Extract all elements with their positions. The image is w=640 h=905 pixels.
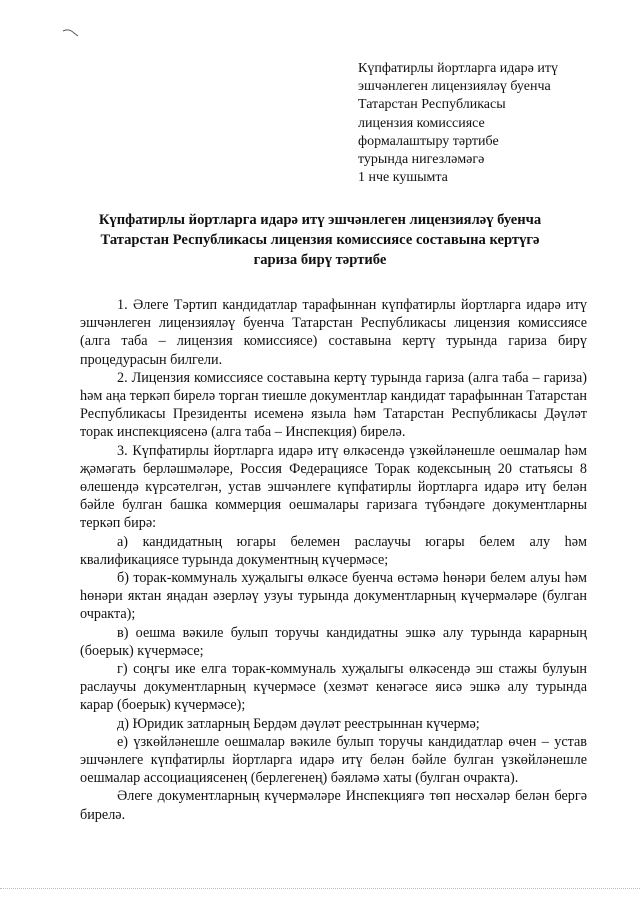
list-item-a: а) кандидатның югары белемен раслаучы югары белем алу һәм квалификациясе турында документның күчермәсе; — [80, 533, 587, 568]
appendix-header — [358, 60, 618, 187]
title-line: Татарстан Республикасы лицензия комиссиясе составына кертүгә — [100, 232, 540, 248]
document-title — [40, 210, 600, 270]
list-item-v: в) оешма вәкиле булып торучы кандидатны эшкә алу турында карарның (боерык) күчермәсе; — [80, 624, 587, 659]
scan-edge-divider — [0, 888, 640, 891]
paragraph-2: 2. Лицензия комиссиясе составына кертү турында гариза (алга таба – гариза) һәм аңа теркәп бирелә торган тиешле документлар кандидат тарафыннан Татарстан Республикасы Президенты исеменә языла һәм Татарстан Республикасы Дәүләт торак инспекциясенә (алга таба – Инспекция) бирелә. — [80, 369, 587, 441]
document-body — [80, 296, 587, 824]
closing-paragraph: Әлеге документларның күчермәләре Инспекциягә төп нөсхәләр белән бергә бирелә. — [80, 788, 587, 823]
appendix-number: 1 нче кушымта — [358, 170, 448, 186]
paragraph-1: 1. Әлеге Тәртип кандидатлар тарафыннан күпфатирлы йортларга идарә итү эшчәнлеген лицензияләү буенча Татарстан Республикасы лицензия комиссиясе (алга таба – лицензия комиссиясе) составына кертү турында гариза бирү процедурасын билгели. — [80, 297, 587, 368]
list-item-d: д) Юридик затларның Бердәм дәүләт реестрыннан күчермә; — [117, 715, 480, 732]
paragraph-3: 3. Күпфатирлы йортларга идарә итү өлкәсендә үзкөйләнешле оешмалар һәм җәмәгать берләшмәләре, Россия Федерациясе Торак кодексының 20 статьясы 8 өлешендә күрсәтелгән, устав эшчәнлеге күпфатирлы йортларга идарә итү белән бәйле булган башка коммерция оешмалары гаризага түбәндәге документларны теркәп бирә: — [80, 442, 587, 532]
list-item-b: б) торак-коммуналь хуҗалыгы өлкәсе буенча өстәмә һөнәри белем алуы һәм һөнәри яктан яңадан әзерләү узуы турында документларның күчермәләре (булган очракта); — [80, 570, 587, 623]
appendix-line: формалаштыру тәртибе — [358, 133, 499, 149]
appendix-line: Күпфатирлы йортларга идарә итү — [358, 61, 558, 76]
title-line: Күпфатирлы йортларга идарә итү эшчәнлеген лицензияләү буенча — [98, 212, 542, 228]
appendix-line: Татарстан Республикасы — [358, 97, 506, 113]
appendix-line: эшчәнлеген лицензияләү буенча — [358, 79, 551, 95]
appendix-line: лицензия комиссиясе — [358, 115, 485, 131]
list-item-g: г) соңгы ике елга торак-коммуналь хуҗалыгы өлкәсендә эш стажы булуын раслаучы документларның күчермәсе (хезмәт кенәгәсе яисә эшкә алу турында карар (боерык) күчермәсе); — [80, 661, 587, 714]
list-item-e: е) үзкөйләнешле оешмалар вәкиле булып торучы кандидатлар өчен – устав эшчәнлеге күпфатирлы йортларга идарә итү белән бәйле булган үзкөйләнешле оешмалар ассоциациясенең (берлегенең) бәяләмә хаты (булган очракта). — [80, 733, 587, 787]
appendix-line: турында нигезләмәгә — [358, 152, 485, 168]
scan-mark-icon — [62, 28, 80, 38]
title-line: гариза бирү тәртибе — [253, 252, 387, 268]
